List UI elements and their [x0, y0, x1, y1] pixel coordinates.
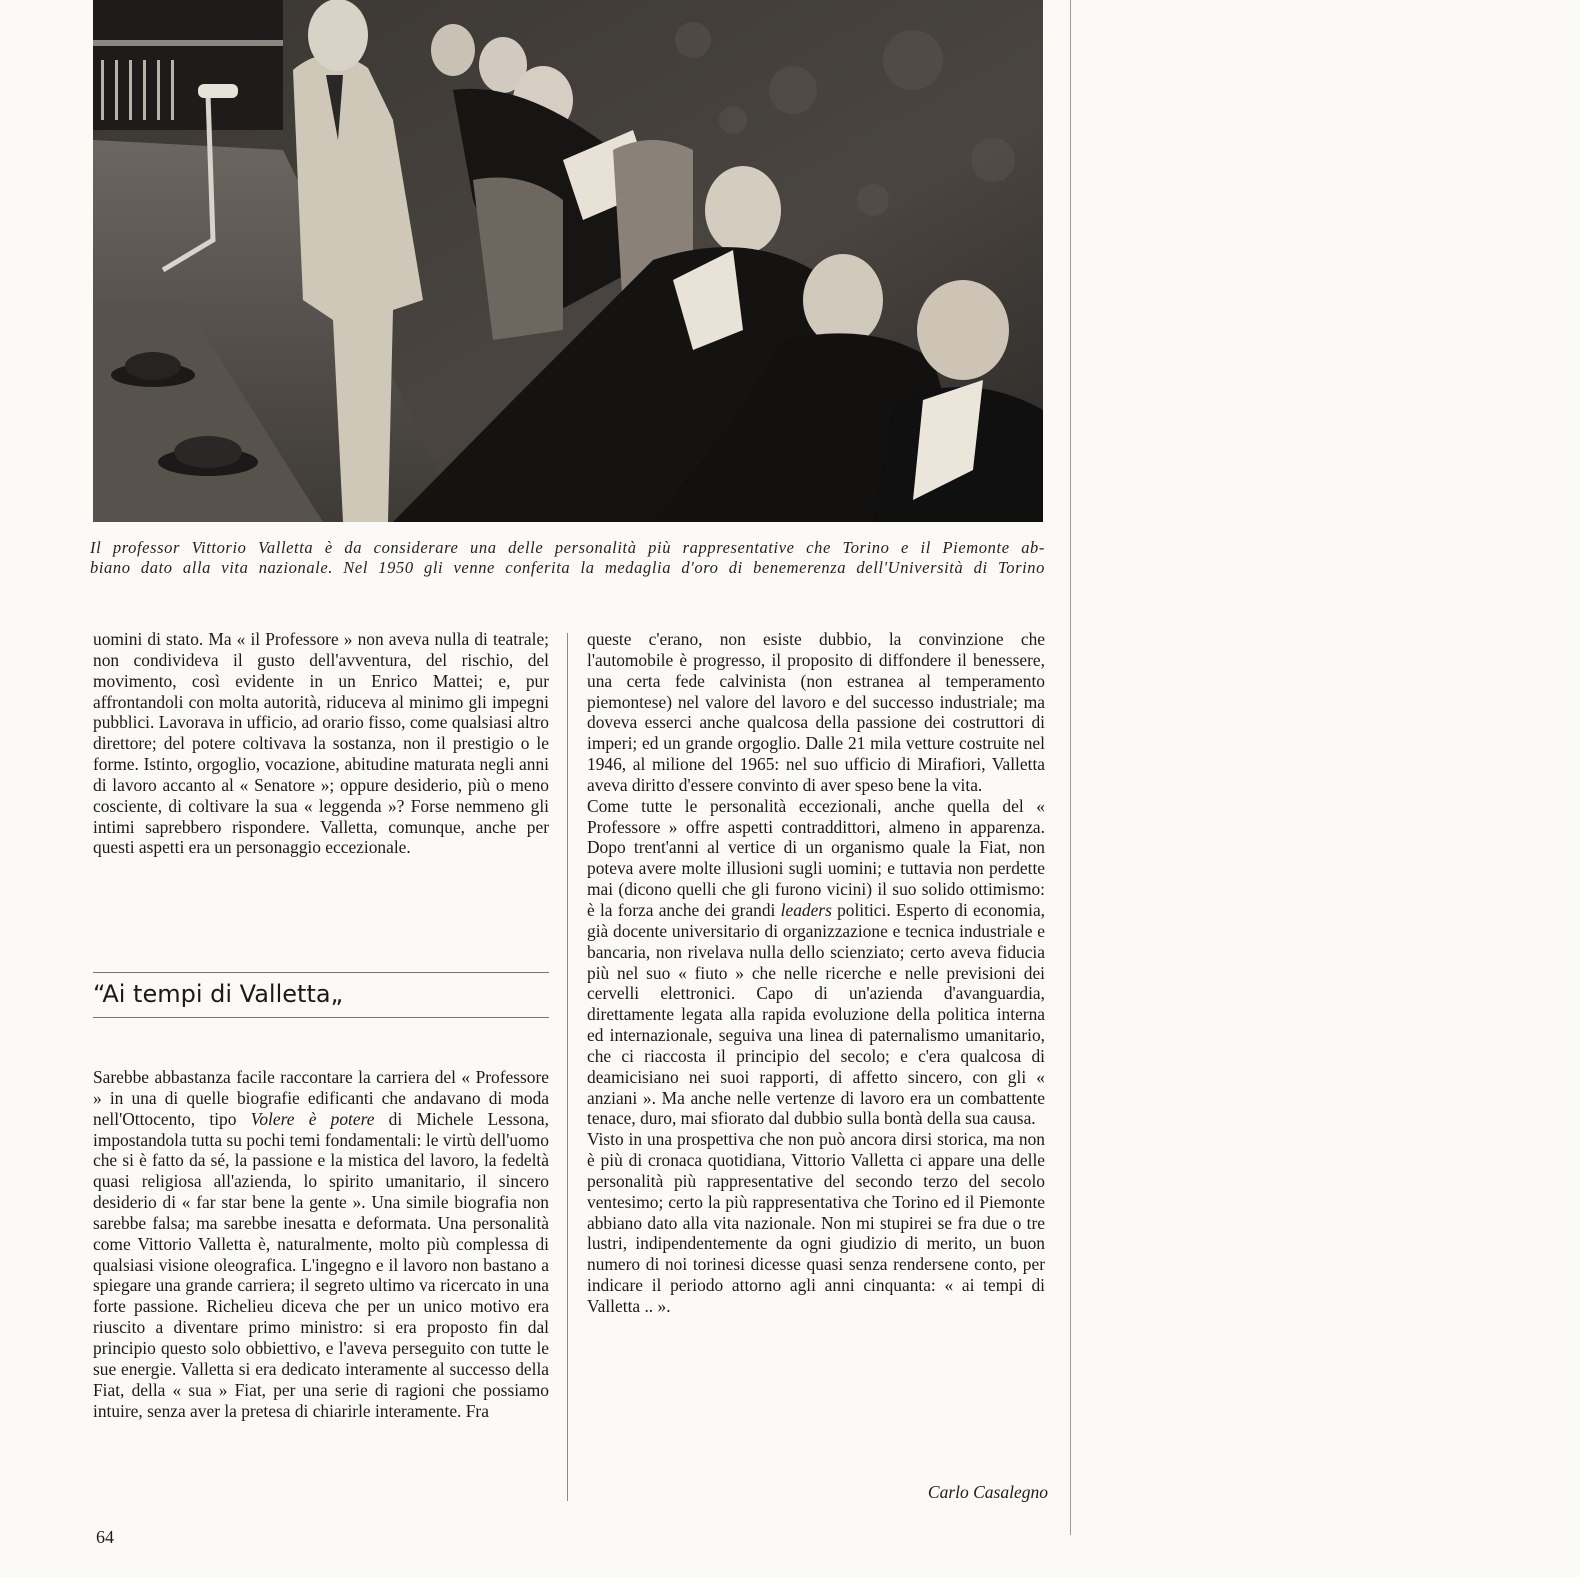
- column-divider: [567, 633, 568, 1501]
- right-column: [587, 629, 1045, 1317]
- body-paragraph: [93, 1067, 549, 1421]
- page-number: 64: [96, 1527, 114, 1547]
- left-column: [93, 629, 549, 858]
- author-byline: Carlo Casalegno: [927, 1482, 1048, 1502]
- right-paragraph-1: queste c'erano, non esiste dubbio, la convinzione che l'automobile è progresso, il proposito di diffondere il benessere, una certa fede calvinista (non estranea al temperamento piemontese) nel valore del lavoro e del successo industriale; ma doveva esserci anche qualcosa della passione dei costruttori di imperi; ed un grande orgoglio. Dalle 21 mila vetture costruite nel 1946, al milione del 1965: nel suo ufficio di Mirafiori, Valletta aveva diritto d'essere convinto di aver speso bene la vita.: [587, 629, 1045, 795]
- body-text-b: di Michele Lessona, impostandola tutta su pochi temi fondamentali: le virtù dell'uomo che si è fatto da sé, la passione e la mistica del lavoro, la fedeltà quasi religiosa all'azienda, lo spirito umanitario, il sincero desiderio di « far star bene la gente ». Una simile biografia non sarebbe falsa; ma sarebbe inesatta e deformata. Una personalità come Vittorio Valletta è, naturalmente, molto più complessa di qualsiasi visione oleografica. L'ingegno e il lavoro non bastano a spiegare una grande carriera; il segreto ultimo va ricercato in una forte passione. Richelieu diceva che per un unico motivo era riuscito a diventare primo ministro: si era proposto fin dal principio questo solo obbiettivo, e l'aveva perseguito con tutte le sue energie. Valletta si era dedicato interamente al successo della Fiat, della « sua » Fiat, per una serie di ragioni che possiamo intuire, senza aver la pretesa di chiarirle interamente. Fra: [93, 1108, 549, 1421]
- photo-caption: [90, 538, 1045, 578]
- intro-paragraph: uomini di stato. Ma « il Professore » non aveva nulla di teatrale; non condivideva il gusto dell'avventura, del rischio, del movimento, così evidente in un Enrico Mattei; e, pur affrontandoli con molta autorità, riduceva al minimo gli impegni pubblici. Lavorava in ufficio, ad orario fisso, come qualsiasi altro direttore; del potere coltivava la sostanza, non il prestigio o le forme. Istinto, orgoglio, vocazione, abitudine maturata negli anni di lavoro accanto al « Senatore »; oppure desiderio, più o meno cosciente, di coltivare la sua « leggenda »? Forse nemmeno gli intimi saprebbero rispondere. Valletta, comunque, anche per questi aspetti era un personaggio eccezionale.: [93, 629, 549, 858]
- section-title: “Ai tempi di Valletta„: [93, 980, 343, 1008]
- right-paragraph-3: Visto in una prospettiva che non può ancora dirsi storica, ma non è più di cronaca quotidiana, Vittorio Valletta ci appare una delle personalità più rappresentative del secondo terzo del secolo ventesimo; certo la più rappresentativa che Torino ed il Piemonte abbiano dato alla vita nazionale. Non mi stupirei se fra due o tre lustri, indipendentemente da ogni giudizio di merito, un buon numero di noi torinesi dicesse quasi senza rendersene conto, per indicare il periodo attorno agli anni cinquanta: « ai tempi di Valletta .. ».: [587, 1129, 1045, 1316]
- right-paragraph-2: [587, 796, 1045, 1130]
- caption-line-2: biano dato alla vita nazionale. Nel 1950 gli venne conferita la medaglia d'oro di benemerenza dell'Università di Torino: [90, 558, 1045, 577]
- ceremony-photo-icon: [93, 0, 1043, 522]
- right-paragraph-2-a: Come tutte le personalità eccezionali, anche quella del « Professore » offre aspetti contraddittori, almeno in apparenza. Dopo trent'anni al vertice di un organismo quale la Fiat, non poteva avere molte illusioni sugli uomini; e tuttavia non perdette mai (dicono quelli che gli furono vicini) il suo solido ottimismo: è la forza anche dei grandi: [587, 795, 1045, 920]
- ceremony-photo: [93, 0, 1043, 522]
- page-edge-rule: [1070, 0, 1071, 1535]
- leaders-word: leaders: [780, 899, 832, 920]
- caption-line-1: Il professor Vittorio Valletta è da considerare una delle personalità più rappresentative che Torino e il Piemonte ab-: [90, 538, 1045, 557]
- left-column-body: [93, 1067, 549, 1421]
- right-paragraph-2-b: politici. Esperto di economia, già docente universitario di organizzazione e tecnica industriale e bancaria, non rivelava nulla dello scienziato; certo aveva fiducia più nel suo « fiuto » che nelle ricerche e nelle previsioni dei cervelli elettronici. Capo di un'azienda d'avanguardia, direttamente legata alla rapida evoluzione della politica interna ed internazionale, seguiva una linea di paternalismo umanitario, che ci riaccosta il principio del secolo; e c'era qualcosa di deamicisiano nei suoi rapporti, di affetto sincero, con gli « anziani ». Ma anche nelle vertenze di lavoro era un combattente tenace, duro, mai sfiorato dal dubbio sulla bontà della sua causa.: [587, 899, 1046, 1129]
- section-heading-box: [93, 972, 549, 1018]
- book-title: Volere è potere: [250, 1108, 375, 1129]
- body-text-a: Sarebbe abbastanza facile raccontare la carriera del « Professore » in una di quelle biografie edificanti che andavano di moda nell'Ottocento, tipo: [93, 1067, 549, 1129]
